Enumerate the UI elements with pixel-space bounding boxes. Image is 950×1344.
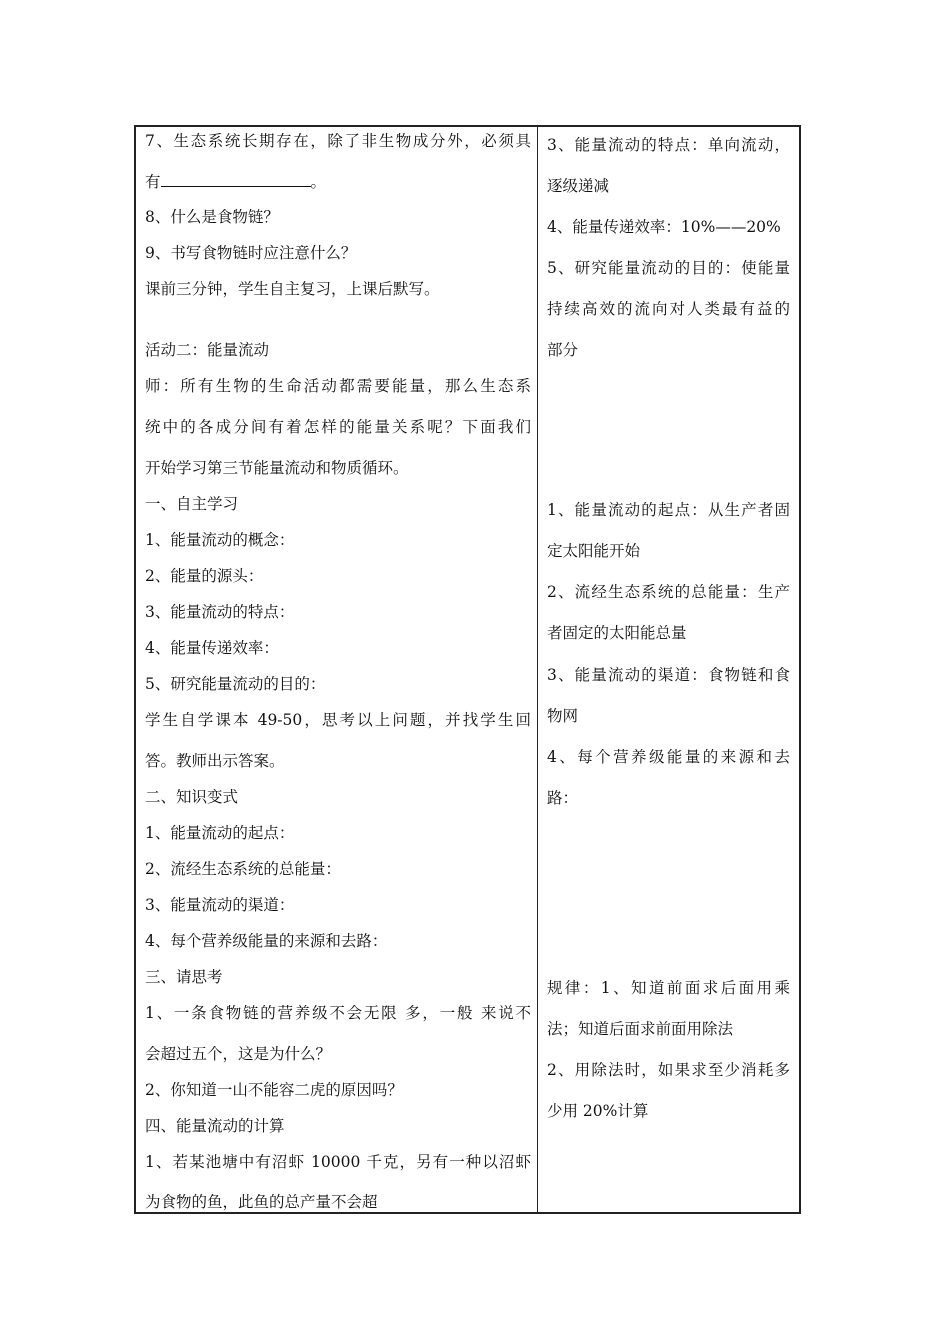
left-line-9: 开始学习第三节能量流动和物质循环。 — [145, 459, 409, 477]
left-line-11: 1、能量流动的概念： — [145, 531, 295, 549]
left-line-21: 3、能量流动的渠道： — [145, 896, 295, 914]
left-line-12: 2、能量的源头： — [145, 567, 264, 585]
left-line-4: 9、书写食物链时应注意什么？ — [145, 244, 357, 262]
left-line-3: 8、什么是食物链？ — [145, 208, 279, 226]
right-line-14: 路： — [547, 789, 579, 807]
right-line-3: 4、能量传递效率：10%——20% — [547, 218, 781, 236]
right-line-9: 2、流经生态系统的总能量：生产 — [547, 583, 790, 601]
right-line-5: 持续高效的流向对人类最有益的 — [547, 300, 790, 318]
right-line-16: 法；知道后面求前面用除法 — [547, 1020, 734, 1038]
left-line-16: 学生自学课本 49-50，思考以上问题，并找学生回 — [145, 711, 531, 729]
fill-suffix: 。 — [310, 173, 327, 191]
right-line-1: 3、能量流动的特点：单向流动， — [547, 136, 790, 154]
left-line-25: 会超过五个，这是为什么？ — [145, 1045, 332, 1063]
left-line-23: 三、请思考 — [145, 968, 223, 986]
left-line-10: 一、自主学习 — [145, 495, 239, 513]
right-line-7: 1、能量流动的起点：从生产者固 — [547, 501, 790, 519]
left-line-7: 师：所有生物的生命活动都需要能量，那么生态系 — [145, 377, 531, 395]
left-line-13: 3、能量流动的特点： — [145, 603, 295, 621]
right-line-15: 规律：1、知道前面求后面用乘 — [547, 979, 790, 997]
left-line-5: 课前三分钟，学生自主复习，上课后默写。 — [145, 280, 440, 298]
left-line-8: 统中的各成分间有着怎样的能量关系呢？下面我们 — [145, 418, 531, 436]
left-line-24: 1、一条食物链的营养级不会无限 多，一般 来说不 — [145, 1004, 531, 1022]
left-line-6: 活动二：能量流动 — [145, 341, 270, 359]
right-line-10: 者固定的太阳能总量 — [547, 624, 687, 642]
right-line-4: 5、研究能量流动的目的：使能量 — [547, 259, 790, 277]
left-line-29: 为食物的鱼，此鱼的总产量不会超 — [145, 1193, 378, 1211]
right-line-11: 3、能量流动的渠道：食物链和食 — [547, 666, 790, 684]
left-line-28: 1、若某池塘中有沼虾 10000 千克，另有一种以沼虾 — [145, 1153, 531, 1171]
left-line-14: 4、能量传递效率： — [145, 639, 279, 657]
right-line-12: 物网 — [547, 707, 579, 725]
right-line-8: 定太阳能开始 — [547, 542, 641, 560]
column-divider — [537, 127, 538, 1212]
left-line-26: 2、你知道一山不能容二虎的原因吗？ — [145, 1081, 403, 1099]
left-line-22: 4、每个营养级能量的来源和去路： — [145, 932, 388, 950]
right-line-17: 2、用除法时，如果求至少消耗多 — [547, 1061, 790, 1079]
right-line-6: 部分 — [547, 341, 579, 359]
left-line-27: 四、能量流动的计算 — [145, 1117, 285, 1135]
fill-blank — [161, 172, 311, 187]
left-line-1: 7、生态系统长期存在，除了非生物成分外，必须具 — [145, 132, 531, 150]
left-line-18: 二、知识变式 — [145, 788, 239, 806]
left-line-2 — [145, 172, 326, 192]
right-line-18: 少用 20%计算 — [547, 1102, 649, 1120]
left-line-15: 5、研究能量流动的目的： — [145, 675, 326, 693]
left-line-17: 答。教师出示答案。 — [145, 752, 285, 770]
right-line-2: 逐级递减 — [547, 177, 610, 195]
lesson-table — [134, 125, 801, 1214]
left-line-20: 2、流经生态系统的总能量： — [145, 860, 341, 878]
fill-prefix: 有 — [145, 173, 161, 191]
left-line-19: 1、能量流动的起点： — [145, 824, 295, 842]
right-line-13: 4、每个营养级能量的来源和去 — [547, 748, 790, 766]
